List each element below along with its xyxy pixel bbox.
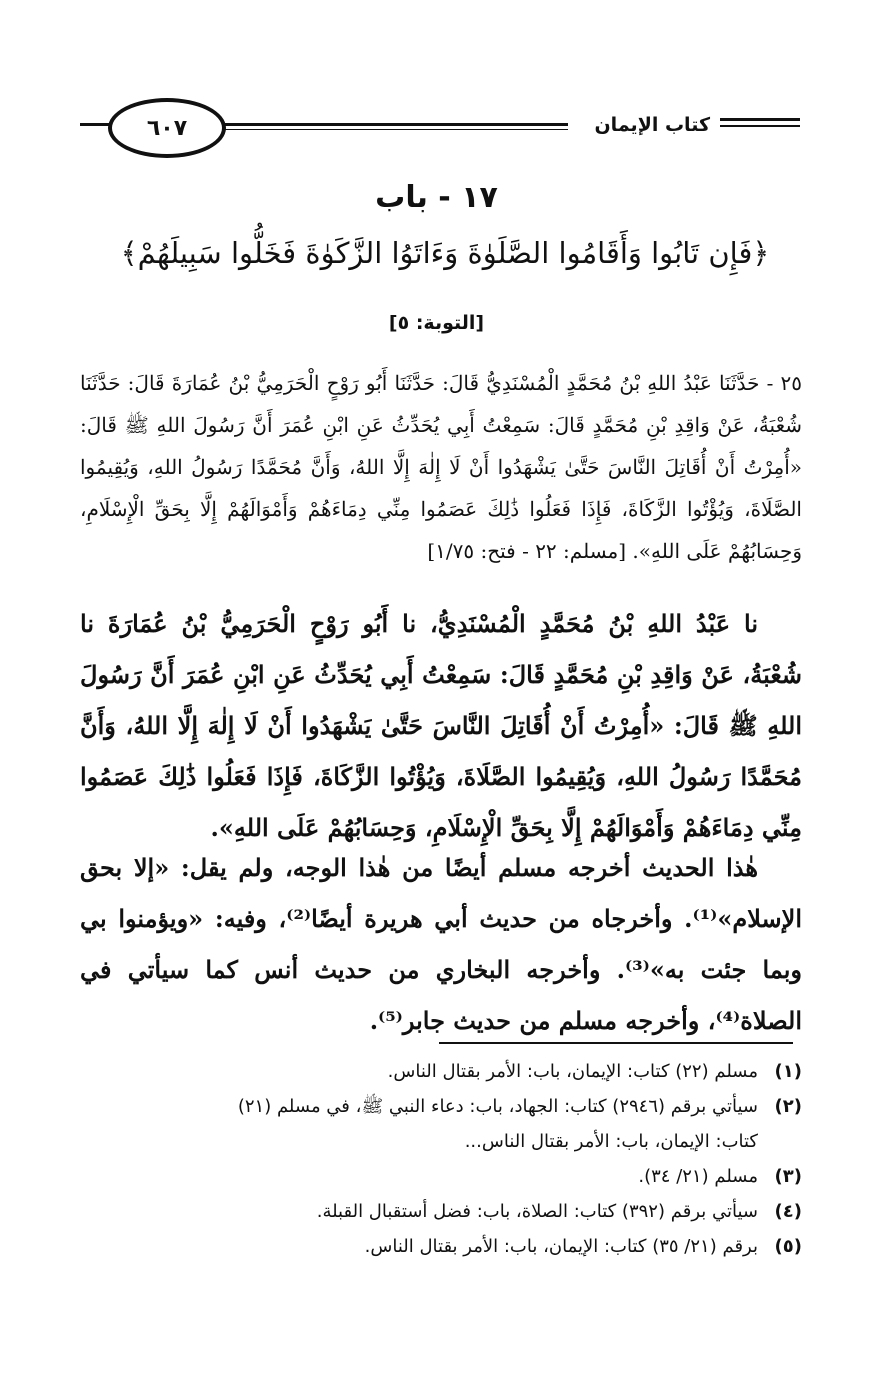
footnote-text: سيأتي برقم (٢٩٤٦) كتاب: الجهاد، باب: دعاء النبي ﷺ، في مسلم (٢١)	[237, 1096, 758, 1117]
footnote-text: مسلم (٢٢) كتاب: الإيمان، باب: الأمر بقتال الناس.	[387, 1061, 758, 1082]
footnote-text: مسلم (٢١/ ٣٤).	[638, 1166, 758, 1187]
footnote-3	[80, 1159, 802, 1194]
footnote-1	[80, 1054, 802, 1089]
header-rule-right-top	[720, 118, 800, 121]
verse-reference: [التوبة: ٥]	[388, 312, 485, 334]
footnote-4	[80, 1194, 802, 1229]
hadith-25-paragraph: ٢٥ - حَدَّثَنَا عَبْدُ اللهِ بْنُ مُحَمَّدٍ الْمُسْنَدِيُّ قَالَ: حَدَّثَنَا أَبُو رَوْحٍ الْحَرَمِيُّ بْنُ عُمَارَةَ قَالَ: حَدَّثَنَا شُعْبَةُ، عَنْ وَاقِدِ بْنِ مُحَمَّدٍ قَالَ: سَمِعْتُ أَبِي يُحَدِّثُ عَنِ ابْنِ عُمَرَ أَنَّ رَسُولَ اللهِ ﷺ قَالَ: «أُمِرْتُ أَنْ أُقَاتِلَ النَّاسَ حَتَّىٰ يَشْهَدُوا أَنْ لَا إِلٰهَ إِلَّا اللهُ، وَأَنَّ مُحَمَّدًا رَسُولُ اللهِ، وَيُقِيمُوا الصَّلَاةَ، وَيُؤْتُوا الزَّكَاةَ، فَإِذَا فَعَلُوا ذَٰلِكَ عَصَمُوا مِنِّي دِمَاءَهُمْ وَأَمْوَالَهُمْ إِلَّا بِحَقِّ الْإِسْلَامِ، وَحِسَابُهُمْ عَلَى اللهِ». [مسلم: ٢٢ - فتح: ١/٧٥]	[80, 371, 802, 563]
chapter-title: ١٧ - باب	[375, 180, 498, 215]
header-rule-middle	[208, 123, 568, 126]
footnote-number: (١)	[774, 1061, 802, 1082]
footnotes-list	[80, 1054, 802, 1264]
footnote-text: برقم (٢١/ ٣٥) كتاب: الإيمان، باب: الأمر بقتال الناس.	[364, 1236, 758, 1257]
running-header	[80, 92, 800, 162]
footnote-number: (٥)	[774, 1236, 802, 1257]
footnote-text: سيأتي برقم (٣٩٢) كتاب: الصلاة، باب: فضل أستقبال القبلة.	[316, 1201, 758, 1222]
footnote-number: (٣)	[774, 1166, 802, 1187]
header-rule-middle-thin	[208, 129, 568, 130]
header-rule-right-bottom	[720, 125, 800, 127]
commentary-paragraph: هٰذا الحديث أخرجه مسلم أيضًا من هٰذا الوجه، ولم يقل: «إلا بحق الإسلام»⁽¹⁾. وأخرجاه من حديث أبي هريرة أيضًا⁽²⁾، وفيه: «ويؤمنوا بي وبما جئت به»⁽³⁾. وأخرجه البخاري من حديث أنس كما سيأتي في الصلاة⁽⁴⁾، وأخرجه مسلم من حديث جابر⁽⁵⁾.	[80, 853, 802, 1035]
page-number: ٦٠٧	[108, 98, 226, 158]
quran-verse: ﴿فَإِن تَابُوا وَأَقَامُوا الصَّلَوٰةَ وَءَاتَوُا الزَّكَوٰةَ فَخَلُّوا سَبِيلَهُمْ﴾	[120, 236, 770, 270]
footnote-2	[80, 1089, 802, 1124]
footnote-5	[80, 1229, 802, 1264]
footnote-separator	[439, 1042, 793, 1044]
footnote-number: (٤)	[774, 1201, 802, 1222]
second-narration-paragraph: نا عَبْدُ اللهِ بْنُ مُحَمَّدٍ الْمُسْنَدِيُّ، نا أَبُو رَوْحٍ الْحَرَمِيُّ بْنُ عُمَارَةَ نا شُعْبَةُ، عَنْ وَاقِدِ بْنِ مُحَمَّدٍ قَالَ: سَمِعْتُ أَبِي يُحَدِّثُ عَنِ ابْنِ عُمَرَ أَنَّ رَسُولَ اللهِ ﷺ قَالَ: «أُمِرْتُ أَنْ أُقَاتِلَ النَّاسَ حَتَّىٰ يَشْهَدُوا أَنْ لَا إِلٰهَ إِلَّا اللهُ، وَأَنَّ مُحَمَّدًا رَسُولُ اللهِ، وَيُقِيمُوا الصَّلَاةَ، وَيُؤْتُوا الزَّكَاةَ، فَإِذَا فَعَلُوا ذَٰلِكَ عَصَمُوا مِنِّي دِمَاءَهُمْ وَأَمْوَالَهُمْ إِلَّا بِحَقِّ الْإِسْلَامِ، وَحِسَابُهُمْ عَلَى اللهِ».	[80, 609, 803, 842]
footnote-number: (٢)	[774, 1096, 802, 1117]
book-title: كتاب الإيمان	[594, 114, 710, 136]
footnote-2-continuation: كتاب: الإيمان، باب: الأمر بقتال الناس...	[464, 1131, 758, 1152]
